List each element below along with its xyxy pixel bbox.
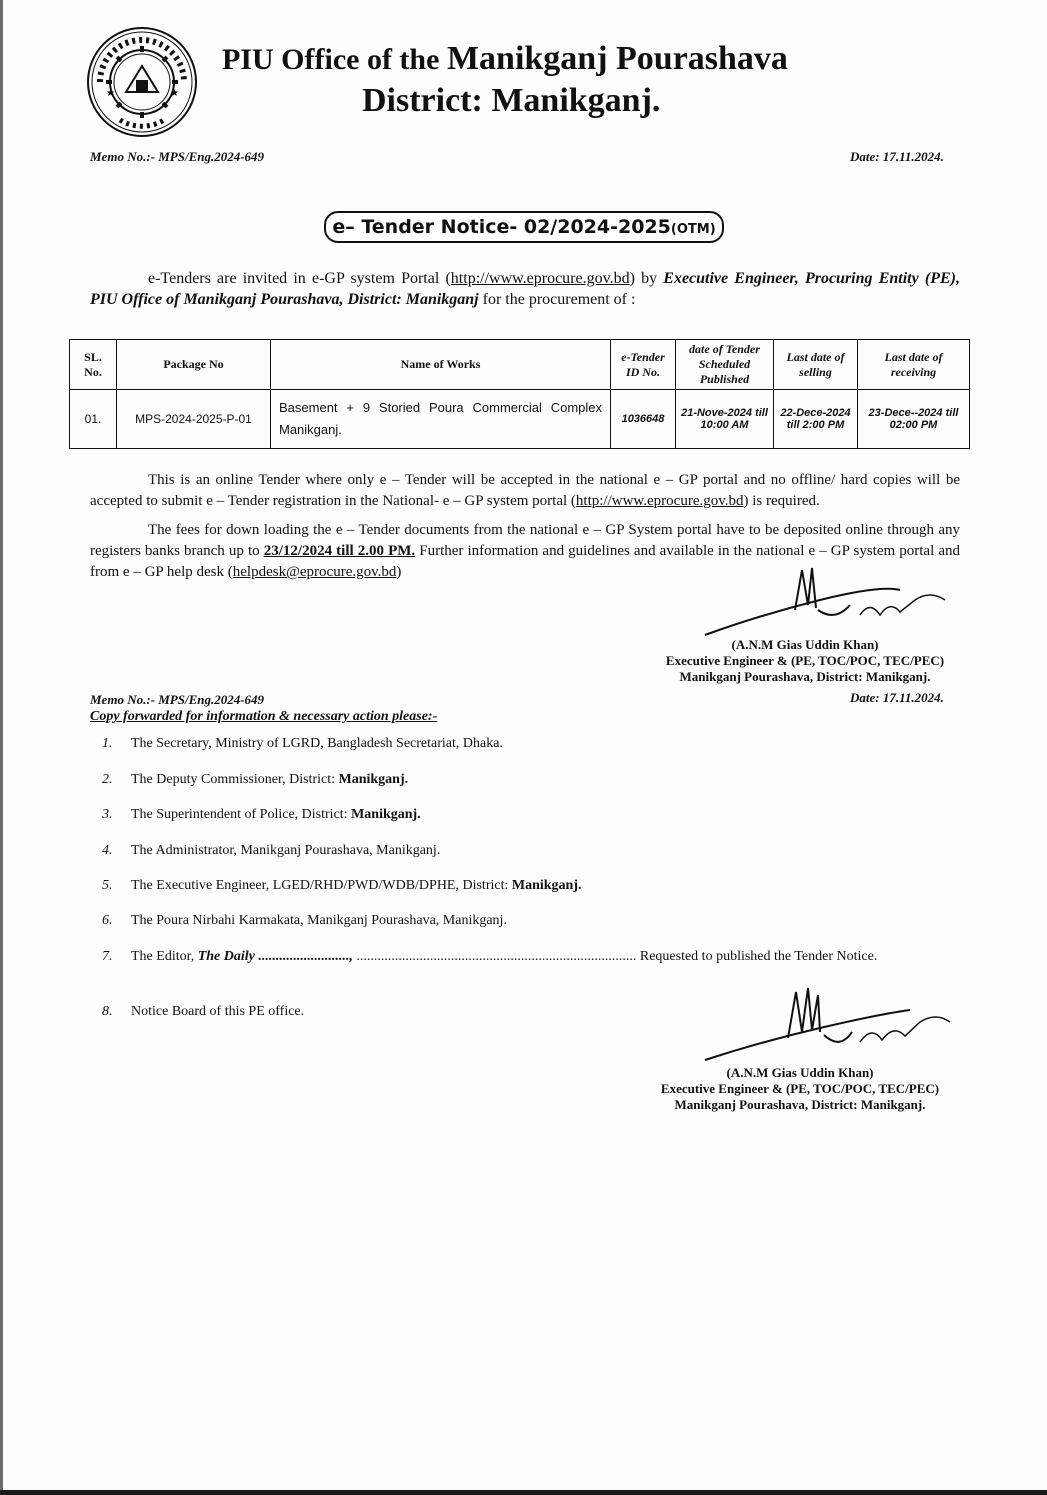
cell-package: MPS-2024-2025-P-01 [117, 390, 271, 449]
svg-text:★: ★ [106, 88, 115, 99]
signatory-designation-2: Executive Engineer & (PE, TOC/POC, TEC/PEC) [660, 1081, 940, 1096]
header-published: date of Tender Scheduled Published [676, 340, 774, 390]
signature-2-block [645, 1065, 955, 1113]
cell-published: 21-Nove-2024 till 10:00 AM [676, 390, 774, 449]
list-item-text: The Deputy Commissioner, District: Manikganj. [131, 772, 409, 787]
procuring-entity: Executive Engineer, Procuring Entity (PE), PIU Office of Manikganj Pourashava, District: Manikganj [90, 270, 960, 308]
scan-edge-left [0, 0, 3, 1495]
intro-text: e-Tenders are invited in e-GP system Portal ( [148, 270, 451, 287]
para2-text-2: Further information and guidelines and available in the national e – GP system portal and from e – GP help desk ( [90, 543, 960, 580]
signature-2 [700, 980, 960, 1065]
pourashava-seal-logo [86, 26, 198, 138]
list-item-number: 5. [102, 878, 113, 893]
list-item-number: 8. [102, 1004, 113, 1019]
intro-text-3: for the procurement of : [478, 291, 636, 308]
para2-end: ) [396, 564, 402, 580]
cell-tender-id: 1036648 [611, 390, 676, 449]
svg-text:★: ★ [170, 88, 179, 99]
district-title: District: Manikganj. [362, 82, 661, 119]
scan-edge-bottom [0, 1490, 1047, 1495]
cell-works: Basement + 9 Storied Poura Commercial Complex Manikganj. [271, 390, 611, 449]
list-item-text: The Executive Engineer, LGED/RHD/PWD/WDB/DPHE, District: Manikganj. [131, 878, 582, 893]
table-header-row [70, 340, 970, 390]
helpdesk-email-link[interactable]: helpdesk@eprocure.gov.bd [232, 564, 397, 580]
intro-paragraph [90, 268, 960, 310]
title-prefix: PIU Office of the [222, 43, 440, 76]
list-item-text: The Secretary, Ministry of LGRD, Bangladesh Secretariat, Dhaka. [131, 736, 503, 751]
table-row [70, 390, 970, 449]
notice-title-suffix: (OTM) [670, 222, 716, 237]
list-item-text: The Administrator, Manikganj Pourashava, Manikganj. [131, 843, 441, 858]
header-selling: Last date of selling [774, 340, 858, 390]
list-item-number: 7. [102, 949, 113, 964]
title-name: Manikganj Pourashava [446, 40, 788, 77]
list-item-number: 4. [102, 843, 113, 858]
signature-1 [700, 560, 960, 640]
list-item-text: The Editor, The Daily .........................., ................................................................................ Requested to published the Tender Notice. [131, 949, 878, 964]
signatory-name: (A.N.M Gias Uddin Khan) [731, 637, 879, 652]
list-item-number: 1. [102, 736, 113, 751]
list-item-text: The Superintendent of Police, District: Manikganj. [131, 807, 421, 822]
copy-date: Date: 17.11.2024. [850, 690, 944, 705]
list-item-number: 2. [102, 772, 113, 787]
office-title [222, 40, 788, 78]
cell-receiving: 23-Dece--2024 till 02:00 PM [858, 390, 970, 449]
tender-table [69, 339, 970, 449]
signatory-office: Manikganj Pourashava, District: Manikganj. [679, 669, 931, 684]
memo-number: Memo No.:- MPS/Eng.2024-649 [90, 149, 265, 164]
copy-memo-number: Memo No.:- MPS/Eng.2024-649 [90, 692, 265, 707]
signature-1-block [655, 637, 955, 685]
deadline-text: 23/12/2024 till 2.00 PM. [263, 543, 416, 559]
cell-sl: 01. [70, 390, 117, 449]
eprocure-link-2[interactable]: http://www.eprocure.gov.bd [575, 493, 744, 509]
header-package: Package No [117, 340, 271, 390]
para1-text: This is an online Tender where only e – Tender will be accepted in the national e – GP portal and no offline/ hard copies will be accepted to submit e – Tender registration in the National- e – GP system portal ( [90, 472, 960, 509]
memo-date: Date: 17.11.2024. [850, 149, 944, 164]
list-item-text: The Poura Nirbahi Karmakata, Manikganj Pourashava, Manikganj. [131, 913, 507, 928]
header-tender-id: e-Tender ID No. [611, 340, 676, 390]
signatory-designation: Executive Engineer & (PE, TOC/POC, TEC/PEC) [665, 653, 945, 668]
para1-end: ) is required. [743, 493, 820, 509]
online-tender-paragraph [90, 470, 960, 512]
header-works: Name of Works [271, 340, 611, 390]
eprocure-link[interactable]: http://www.eprocure.gov.bd [450, 270, 630, 287]
list-item-text: Notice Board of this PE office. [131, 1004, 305, 1019]
copy-forward-heading: Copy forwarded for information & necessary action please:- [90, 709, 438, 724]
intro-text-2: ) by [629, 270, 664, 287]
header-receiving: Last date of receiving [858, 340, 970, 390]
notice-title-text: e– Tender Notice- 02/2024-2025 [332, 216, 671, 238]
signatory-office-2: Manikganj Pourashava, District: Manikganj. [674, 1097, 926, 1112]
para2-text: The fees for down loading the e – Tender documents from the national e – GP System portal have to be deposited online through any registers banks branch up to [90, 522, 960, 559]
header-sl: SL. No. [70, 340, 117, 390]
list-item-number: 3. [102, 807, 113, 822]
signatory-name-2: (A.N.M Gias Uddin Khan) [726, 1065, 874, 1080]
cell-selling: 22-Dece-2024 till 2:00 PM [774, 390, 858, 449]
tender-notice-title [324, 211, 724, 243]
list-item-number: 6. [102, 913, 113, 928]
